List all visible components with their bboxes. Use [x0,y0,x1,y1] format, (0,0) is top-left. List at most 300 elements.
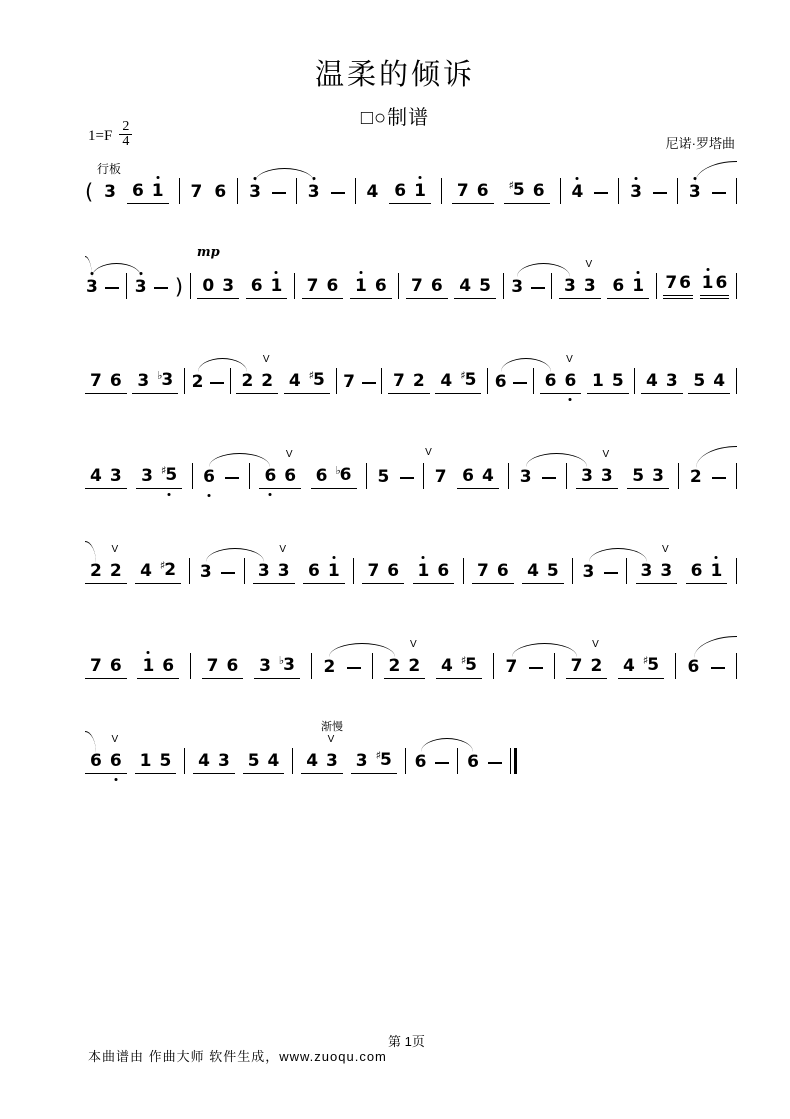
note-digit: 2 [408,656,421,676]
note [571,656,583,677]
note [533,181,545,202]
breath-mark: V [602,449,610,460]
note-digit: 7 [665,273,678,293]
note [660,544,673,582]
note-digit: 1 [327,561,340,581]
slur [255,168,314,182]
barline [292,748,293,774]
note-digit: ♯5 [161,464,178,485]
note [90,371,102,392]
note-digit: 6 [315,466,328,486]
note [320,721,343,772]
slur [421,738,473,752]
note-digit: 6 [462,466,474,486]
beam-group [103,182,117,204]
beam-group [522,561,564,584]
note [564,276,576,297]
transcriber-credit: □○制谱 [360,107,430,129]
slur [517,263,570,277]
note [110,371,122,392]
note [335,465,351,487]
slur [198,358,247,372]
dash-line [221,572,235,574]
slur [589,548,647,562]
note-digit: 3 [665,371,678,391]
note [264,466,276,487]
note [413,371,425,392]
duration-dash [712,468,726,489]
note [377,467,389,488]
note-digit: 6 [494,372,507,392]
beam-group [607,276,649,299]
barline [398,273,399,299]
barline [366,463,367,489]
beam-group [618,655,664,679]
note [457,181,469,202]
note [207,656,219,677]
beam-group [259,449,301,489]
dash-line [272,192,286,194]
key-signature: 1=F [88,128,113,144]
note [479,276,491,297]
note [435,467,447,488]
beam-group [436,655,482,679]
breath-mark: V [566,354,573,365]
note-digit: 5 [377,467,390,487]
note-digit: 3 [355,751,368,771]
note [160,560,176,582]
dash-line [712,477,726,479]
note [702,273,714,294]
note [511,277,523,298]
note-digit: 1 [270,276,283,296]
final-barline-thick [514,748,517,774]
note [477,181,489,202]
note-digit: 6 [467,752,480,772]
note [612,371,624,392]
breath-mark: V [585,259,593,270]
note-digit: 7 [367,561,380,581]
beam-group [641,371,683,394]
note-digit: ♯2 [159,559,177,580]
breath-mark: V [425,447,432,458]
note-digit: 3 [249,182,261,202]
beam-group [213,182,227,204]
beam-group [566,639,608,679]
music-line [85,146,737,218]
note [241,371,253,392]
duration-dash [105,278,119,299]
note-digit: 1 [355,276,367,296]
dash-line [331,192,345,194]
duration-dash [347,658,361,679]
breath-mark: V [410,639,417,650]
music-line [85,431,737,503]
note [571,182,583,203]
note-digit: 7 [306,276,319,296]
beam-group [413,561,455,584]
note [259,656,271,677]
slur [209,453,270,467]
slur [695,161,737,183]
note-digit: 2 [388,656,401,676]
dash-line [400,477,414,479]
parenthesis: ( [85,180,94,204]
note-digit: 7 [434,467,447,487]
barline [353,558,354,584]
music-line [85,621,737,693]
note-digit: 6 [687,657,700,677]
note [152,181,164,202]
note [218,751,230,772]
note-digit: 6 [437,561,450,581]
barline [736,558,737,584]
beam-group [254,655,300,679]
note-digit: 4 [571,182,584,202]
note-digit: 3 [581,466,593,486]
note-digit: 6 [250,276,263,296]
note-digit: 6 [203,467,215,487]
beam-group [85,466,127,489]
dash-line [604,572,618,574]
beam-group [190,182,204,204]
note-digit: 3 [259,656,271,676]
note-digit: 5 [479,276,491,296]
beam-group [243,751,285,774]
barline [294,273,295,299]
beam-group [362,561,404,584]
beam-group [301,721,343,774]
note [462,466,474,487]
note-digit: 6 [326,276,339,296]
dash-line [712,192,726,194]
note [583,562,595,583]
note [258,561,270,582]
dash-line [594,192,608,194]
beam-group [505,657,519,679]
barline [237,178,238,204]
note [367,561,379,582]
note [356,751,368,772]
duration-dash [400,447,432,489]
breath-mark: V [111,734,119,745]
note [411,276,423,297]
duration-dash [435,753,449,774]
barline [678,463,679,489]
barline [487,368,488,394]
accidental: ♭ [278,654,284,667]
note [109,544,122,582]
note [109,734,122,772]
note-digit: 6 [394,181,407,201]
note [482,466,494,487]
note-digit: 3 [134,277,147,297]
note-digit: ♯5 [508,179,525,200]
beam-group [510,277,524,299]
note-digit: 1 [417,561,430,581]
note-digit: 6 [307,561,320,581]
music-line [85,241,737,313]
note-digit: 4 [306,751,319,771]
note-digit: 7 [393,371,405,391]
note [162,656,174,677]
page-title: 温柔的倾诉 [314,59,475,91]
note [509,180,525,202]
beam-group [85,544,127,584]
note [688,657,700,678]
note [612,276,624,297]
beam-group [388,371,430,394]
note [86,277,98,298]
barline [355,178,356,204]
note-digit: 1 [701,273,714,293]
note-digit: 2 [109,561,122,581]
note-digit: 7 [570,656,583,676]
beam-group [587,371,629,394]
note-digit: 4 [623,656,635,676]
note [159,751,171,772]
note [132,181,144,202]
note-digit: 6 [214,182,227,202]
note [643,655,659,677]
note-digit: 3 [104,182,116,202]
note-digit: 1 [710,561,723,581]
barline [381,368,382,394]
note-digit: 0 [202,276,215,296]
beam-group [307,182,321,204]
note-digit: 6 [476,181,489,201]
beam-group [435,370,481,394]
slur [85,541,96,563]
note [713,371,725,392]
octave-dot-low [269,493,272,496]
note-digit: 5 [693,371,706,391]
note [710,561,722,582]
note-digit: 3 [583,276,596,296]
note [652,466,664,487]
barline [656,273,657,299]
music-line [85,336,737,408]
note [564,354,577,392]
note [689,182,701,203]
note [355,276,367,297]
note-digit: 3 [141,466,154,486]
barline [311,653,312,679]
accidental: ♯ [161,464,166,477]
beam-group [454,276,496,299]
beam-group [688,182,702,204]
note-digit: 6 [387,561,400,581]
note [135,277,147,298]
note-digit: 6 [690,561,703,581]
note-digit: 3 [326,751,338,771]
breath-mark: V [262,354,270,365]
beam-group [688,371,730,394]
note [679,273,691,294]
final-barline-thin [510,748,511,774]
beam-group [135,751,177,774]
note [140,751,152,772]
parenthesis: ) [174,275,184,299]
barline [572,558,573,584]
dash-line [154,287,168,289]
accidental: ♯ [508,179,513,192]
note [327,276,339,297]
note-digit: 2 [261,371,274,391]
note-digit: 7 [190,182,203,202]
beam-group [196,245,239,299]
note [279,655,295,677]
octave-dot-high [147,651,150,654]
note-digit: 3 [519,467,532,487]
octave-dot-high [715,556,718,559]
time-numerator: 2 [119,120,132,135]
note [271,276,283,297]
note [497,561,509,582]
note [309,370,325,392]
note-digit: 6 [414,752,427,772]
note [249,182,261,203]
barline [508,463,509,489]
note-digit: 4 [481,466,494,486]
note-digit: 3 [137,371,150,391]
note-digit: 3 [307,182,320,202]
note-digit: 6 [496,561,509,581]
note [104,182,116,203]
note [328,561,340,582]
note [367,182,379,203]
note [592,371,604,392]
note [196,245,220,297]
beam-group [135,560,181,584]
note [140,561,152,582]
breath-mark: V [279,544,287,555]
note [110,466,122,487]
note [545,371,557,392]
barline [423,463,424,489]
beam-group [686,561,728,584]
duration-dash [529,658,543,679]
note [437,561,449,582]
beam-group [134,277,148,299]
note-digit: 6 [715,273,728,293]
note [716,273,728,294]
dash-line [488,762,502,764]
note-digit: ♯5 [642,654,660,675]
beam-group [700,273,730,299]
beam-group [132,370,178,394]
duration-dash [488,753,502,774]
octave-dot-high [706,268,709,271]
note [284,449,297,487]
note-digit: 3 [630,182,642,202]
slur [694,636,737,658]
beam-group [202,467,216,489]
note [308,561,320,582]
note-digit: 4 [288,371,301,391]
note-digit: 4 [527,561,539,581]
barline [736,368,737,394]
duration-dash [653,183,667,204]
note-digit: 3 [222,276,235,296]
breath-mark: V [592,639,599,650]
note [316,466,328,487]
barline [184,368,185,394]
note [646,371,658,392]
barline [336,368,337,394]
music-line [85,526,737,598]
note [693,371,705,392]
note-digit: 6 [679,273,692,293]
breath-mark: V [111,544,119,555]
note [632,276,644,297]
note [161,465,177,487]
barline [463,558,464,584]
slur [526,453,587,467]
duration-dash [604,563,618,584]
note-digit: ♯5 [460,369,477,390]
note [200,562,212,583]
dash-line [531,287,545,289]
duration-dash [531,278,545,299]
note [222,276,234,297]
note [308,182,320,203]
note [248,751,260,772]
note-digit: 7 [505,657,518,677]
note [520,467,532,488]
note [251,276,263,297]
beam-group [636,544,678,584]
beam-group [559,259,601,299]
octave-dot-low [569,398,572,401]
note-digit: 3 [86,277,98,297]
beam-group [494,372,508,394]
note [277,544,290,582]
note [461,655,477,677]
breath-mark: V [662,544,669,555]
note-digit: 2 [590,656,603,676]
note-digit: 7 [476,561,489,581]
barline [677,178,678,204]
beam-group [540,354,582,394]
beam-group [689,467,703,489]
note-digit: 6 [131,181,144,201]
note-digit: 1 [591,371,604,391]
note [415,752,427,773]
note-digit: 6 [284,466,297,486]
note-digit: 4 [140,561,152,581]
dash-line [225,477,239,479]
note-digit: 4 [713,371,726,391]
duration-dash [154,278,168,299]
beam-group [457,466,499,489]
note [307,276,319,297]
accidental: ♯ [308,369,313,382]
note-digit: 3 [564,276,576,296]
note [198,751,210,772]
note-digit: 3 [600,466,613,486]
note [600,449,613,487]
note-digit: ♭6 [335,464,352,485]
note [394,181,406,202]
note-digit: 6 [109,371,122,391]
barline [618,178,619,204]
note [323,657,335,678]
note-digit: 4 [90,466,102,486]
note-digit: 3 [640,561,653,581]
note-digit: 6 [109,656,122,676]
note-digit: 1 [414,181,426,201]
